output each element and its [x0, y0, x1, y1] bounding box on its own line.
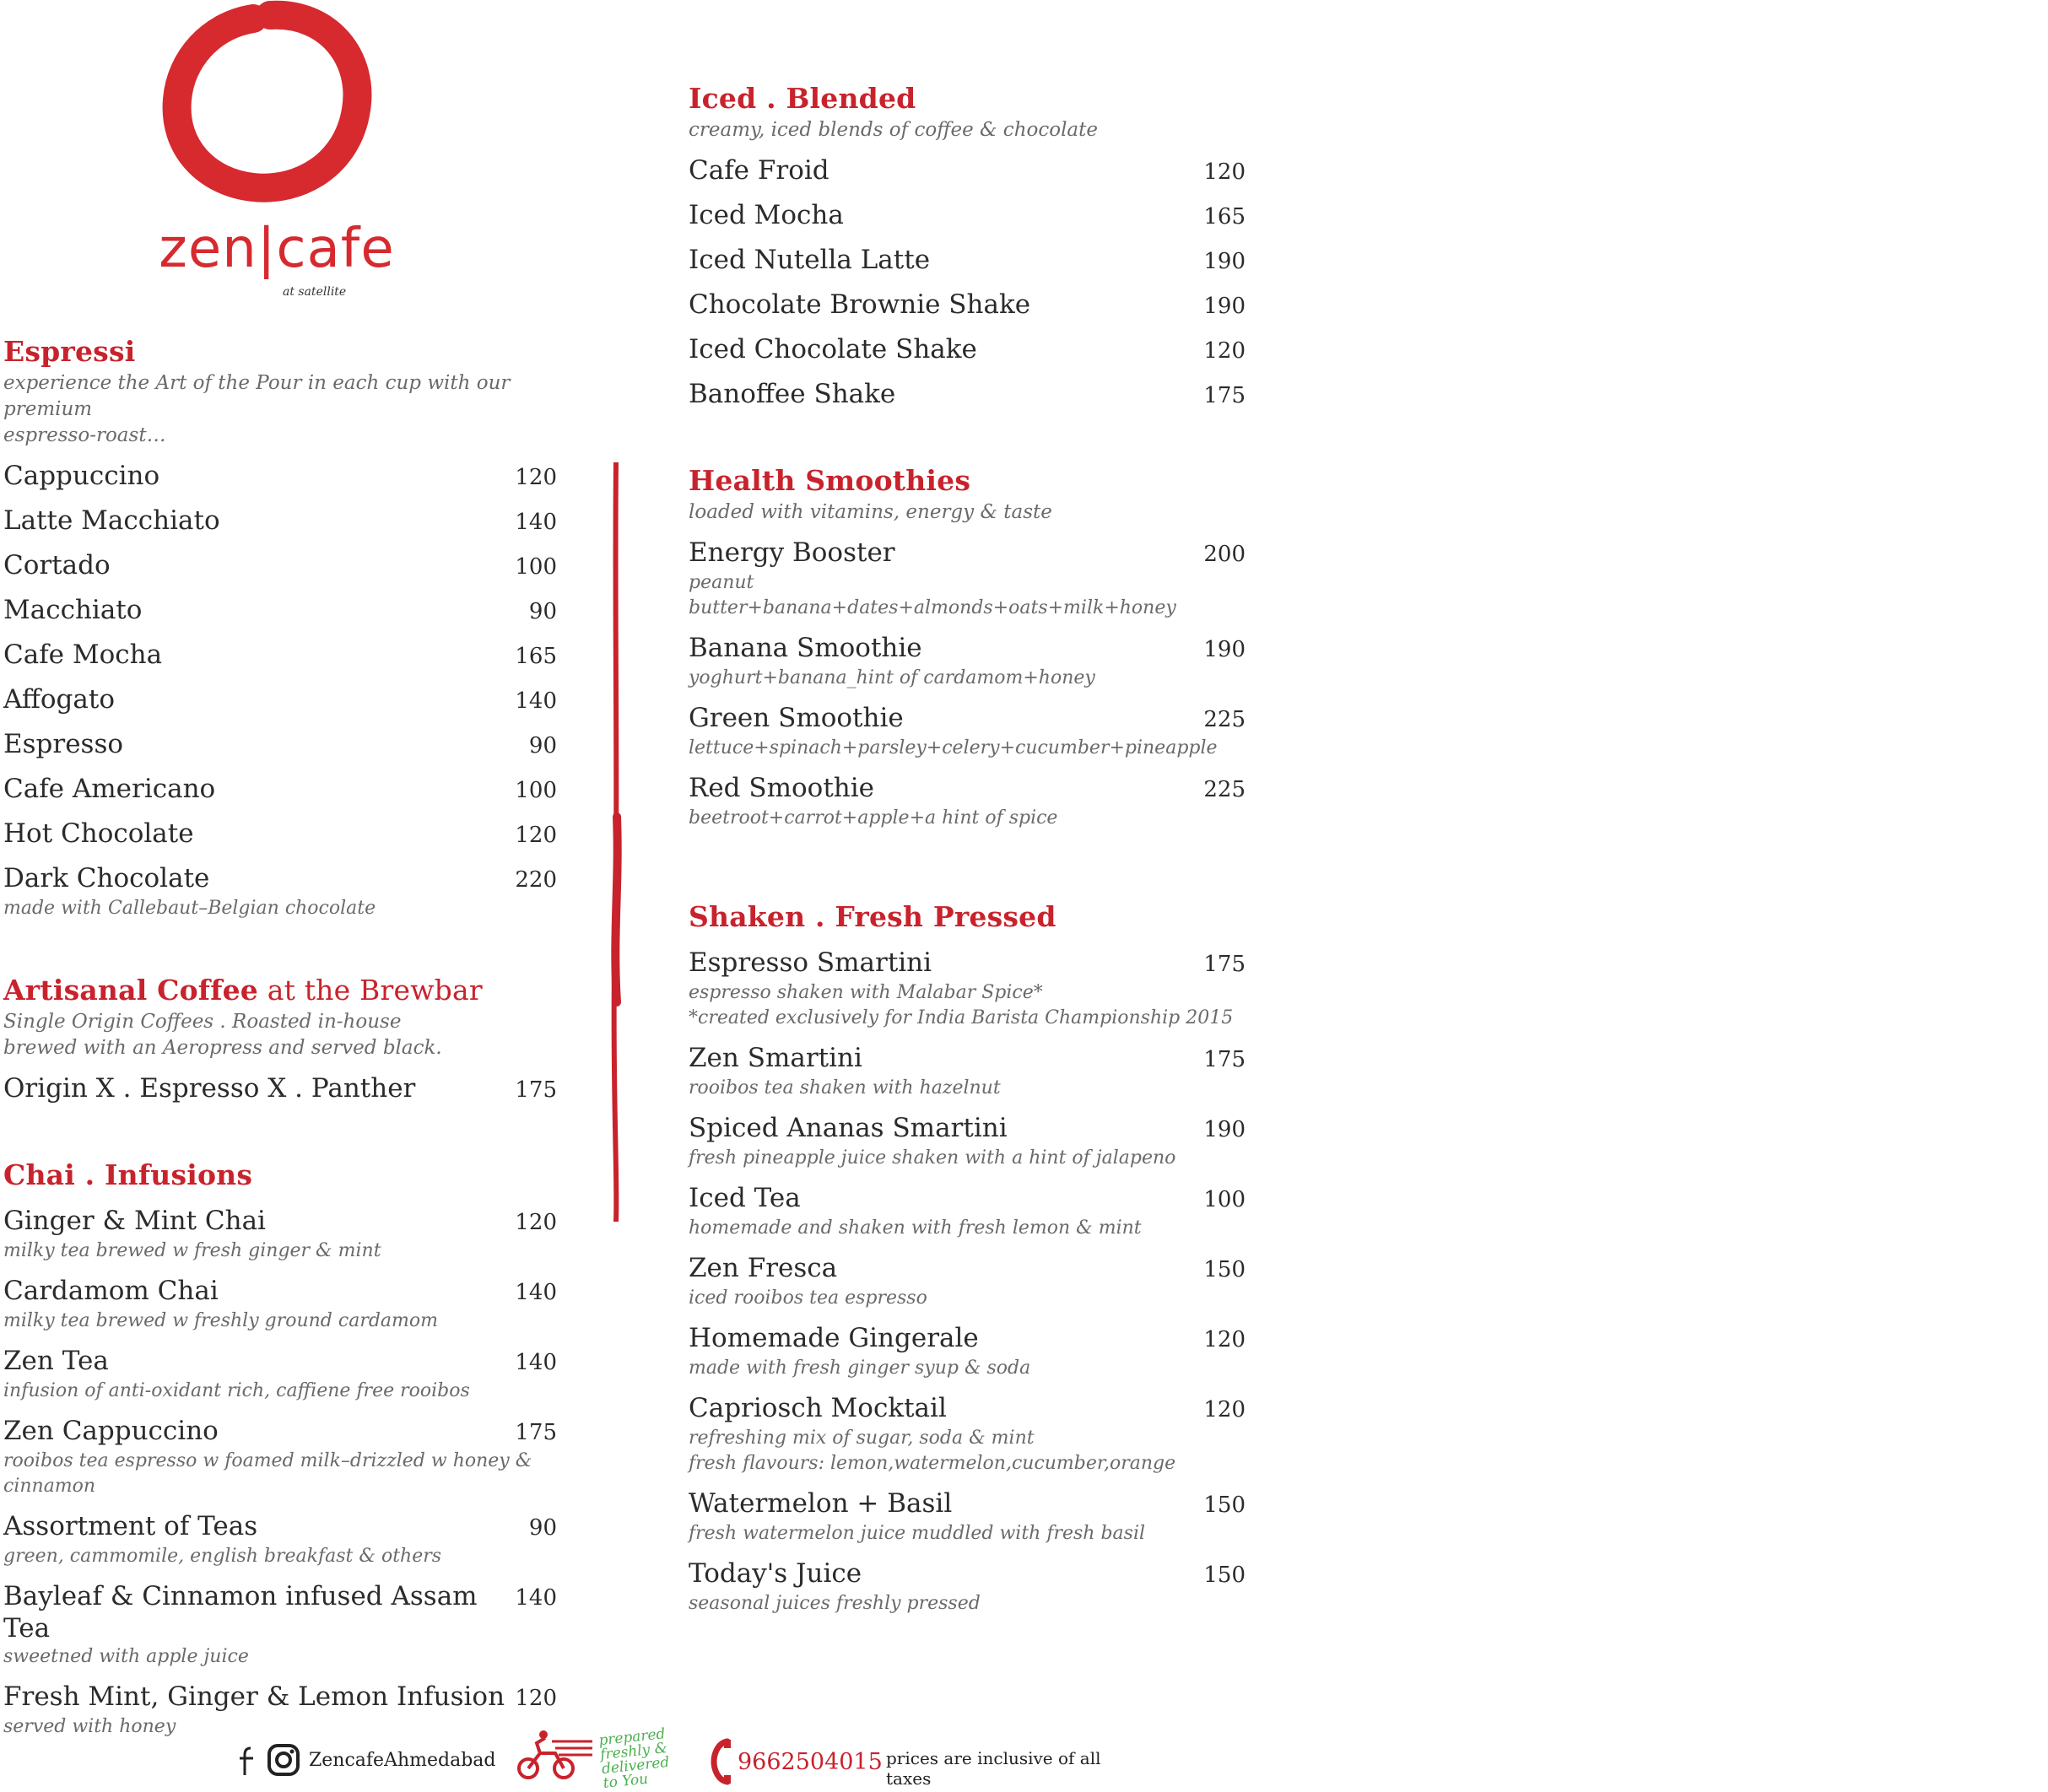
item-price: 120 — [515, 465, 557, 490]
menu-item — [3, 1275, 557, 1334]
menu-item — [689, 1112, 1246, 1171]
item-description: milky tea brewed w fresh ginger & mint — [3, 1240, 381, 1261]
section-title: Chai . Infusions — [3, 1158, 253, 1191]
social-handle[interactable]: ZencafeAhmedabad — [309, 1749, 496, 1771]
menu-section — [689, 462, 1246, 831]
menu-item — [3, 1205, 557, 1264]
item-price: 220 — [515, 867, 557, 893]
item-price: 175 — [515, 1077, 557, 1103]
menu-item — [689, 632, 1246, 691]
item-name: Zen Smartini — [689, 1043, 862, 1073]
item-price: 150 — [1203, 1257, 1246, 1282]
menu-item — [689, 289, 1246, 322]
item-price: 150 — [1203, 1492, 1246, 1518]
delivery-scooter-icon — [511, 1728, 596, 1782]
item-name: Zen Fresca — [689, 1253, 838, 1283]
item-name: Watermelon + Basil — [689, 1488, 953, 1519]
menu-item — [3, 1415, 557, 1499]
item-name: Cafe Froid — [689, 155, 829, 186]
taxes-note: prices are inclusive of all taxes — [886, 1748, 1101, 1789]
item-description: fresh flavours: lemon,watermelon,cucumber,orange — [689, 1453, 1176, 1474]
item-description: rooibos tea espresso w foamed milk–drizzled w honey & cinnamon — [3, 1450, 532, 1497]
menu-item — [689, 537, 1246, 621]
menu-item — [3, 1580, 557, 1670]
item-price: 175 — [1203, 1047, 1246, 1072]
section-subtitle: creamy, iced blends of coffee & chocolate — [689, 119, 1098, 141]
menu-item — [689, 1557, 1246, 1617]
item-price: 100 — [515, 554, 557, 580]
item-price: 120 — [1203, 1397, 1246, 1422]
phone-number[interactable]: 9662504015 — [738, 1748, 883, 1775]
phone-contact[interactable] — [711, 1738, 883, 1785]
item-name: Fresh Mint, Ginger & Lemon Infusion — [3, 1681, 505, 1712]
item-price: 165 — [1203, 204, 1246, 229]
section-title: Shaken . Fresh Pressed — [689, 900, 1056, 933]
menu-item — [689, 333, 1246, 367]
section-title: Espressi — [3, 335, 136, 368]
item-name: Cafe Americano — [3, 774, 216, 804]
item-description: iced rooibos tea espresso — [689, 1287, 927, 1309]
menu-item — [689, 1252, 1246, 1311]
facebook-icon[interactable] — [236, 1743, 258, 1777]
item-description: homemade and shaken with fresh lemon & mint — [689, 1217, 1142, 1239]
item-price: 175 — [1203, 383, 1246, 408]
social-links — [236, 1743, 496, 1777]
section-title: Iced . Blended — [689, 82, 916, 115]
item-price: 120 — [515, 1686, 557, 1711]
item-description: refreshing mix of sugar, soda & mint — [689, 1428, 1035, 1449]
menu-item — [689, 1182, 1246, 1241]
item-description: milky tea brewed w freshly ground cardamom — [3, 1310, 439, 1331]
phone-icon — [711, 1738, 732, 1785]
item-description: *created exclusively for India Barista Championship 2015 — [689, 1007, 1234, 1028]
menu-item — [3, 1510, 557, 1569]
section-subtitle: brewed with an Aeropress and served black. — [3, 1037, 442, 1059]
menu-item — [3, 728, 557, 762]
item-description: fresh watermelon juice muddled with fresh basil — [689, 1523, 1146, 1544]
item-description: infusion of anti-oxidant rich, caffiene free rooibos — [3, 1380, 470, 1401]
item-name: Today's Juice — [689, 1558, 862, 1589]
item-name: Capriosch Mocktail — [689, 1393, 947, 1423]
item-description: seasonal juices freshly pressed — [689, 1593, 981, 1614]
item-name: Iced Nutella Latte — [689, 245, 931, 275]
item-name: Spiced Ananas Smartini — [689, 1113, 1008, 1143]
section-title: Health Smoothies — [689, 464, 971, 497]
item-name: Banana Smoothie — [689, 633, 922, 663]
section-subtitle: loaded with vitamins, energy & taste — [689, 501, 1052, 523]
item-description: rooibos tea shaken with hazelnut — [689, 1077, 1001, 1098]
item-name: Zen Tea — [3, 1346, 109, 1376]
item-name: Dark Chocolate — [3, 863, 210, 893]
item-price: 190 — [1203, 1117, 1246, 1142]
item-name: Iced Mocha — [689, 200, 844, 230]
menu-section — [3, 972, 557, 1106]
brand-subtitle: at satellite — [283, 285, 347, 299]
item-price: 90 — [528, 599, 557, 624]
section-subtitle: experience the Art of the Pour in each cup with our premium — [3, 372, 511, 420]
item-name: Iced Chocolate Shake — [689, 334, 977, 364]
menu-column-right — [689, 80, 1246, 1617]
brush-divider — [609, 462, 623, 1222]
menu-item — [3, 818, 557, 851]
menu-item — [689, 1392, 1246, 1476]
item-description: lettuce+spinach+parsley+celery+cucumber+pineapple — [689, 737, 1218, 758]
item-name: Red Smoothie — [689, 773, 875, 803]
menu-column-left — [3, 333, 557, 1740]
item-price: 225 — [1203, 707, 1246, 732]
item-price: 150 — [1203, 1563, 1246, 1588]
item-name: Green Smoothie — [689, 703, 904, 733]
item-price: 90 — [528, 733, 557, 758]
item-name: Ginger & Mint Chai — [3, 1206, 266, 1236]
item-name: Assortment of Teas — [3, 1511, 258, 1541]
item-description: served with honey — [3, 1716, 176, 1737]
item-name: Bayleaf & Cinnamon infused Assam Tea — [3, 1581, 478, 1644]
item-description: green, cammomile, english breakfast & others — [3, 1546, 442, 1567]
section-subtitle: Single Origin Coffees . Roasted in-house — [3, 1011, 402, 1033]
item-price: 140 — [515, 510, 557, 535]
menu-item — [3, 862, 557, 921]
menu-item — [689, 1042, 1246, 1101]
section-title: Artisanal Coffee at the Brewbar — [3, 974, 483, 1007]
menu-section — [3, 1157, 557, 1740]
footer — [236, 1725, 1131, 1792]
item-name: Origin X . Espresso X . Panther — [3, 1073, 416, 1104]
menu-item — [3, 639, 557, 672]
item-price: 200 — [1203, 542, 1246, 567]
item-description: espresso shaken with Malabar Spice* — [689, 982, 1043, 1003]
item-price: 90 — [528, 1515, 557, 1541]
item-price: 190 — [1203, 294, 1246, 319]
menu-item — [3, 773, 557, 807]
menu-item — [3, 460, 557, 494]
menu-item — [689, 378, 1246, 412]
item-name: Cafe Mocha — [3, 640, 163, 670]
delivery-tagline: prepared freshly & delivered to You — [597, 1725, 671, 1792]
item-name: Espresso Smartini — [689, 947, 932, 978]
item-price: 140 — [515, 1585, 557, 1611]
menu-section — [689, 80, 1246, 412]
item-description: yoghurt+banana_hint of cardamom+honey — [689, 667, 1095, 688]
menu-item — [3, 1072, 557, 1106]
section-subtitle: espresso-roast… — [3, 424, 166, 446]
item-price: 190 — [1203, 637, 1246, 662]
item-price: 140 — [515, 688, 557, 714]
item-price: 100 — [515, 778, 557, 803]
instagram-icon[interactable] — [267, 1743, 300, 1777]
menu-item — [689, 154, 1246, 188]
item-name: Iced Tea — [689, 1183, 801, 1213]
item-name: Espresso — [3, 729, 124, 759]
item-name: Affogato — [3, 684, 115, 715]
item-description: made with Callebaut–Belgian chocolate — [3, 898, 376, 919]
item-price: 140 — [515, 1350, 557, 1375]
item-price: 120 — [1203, 338, 1246, 364]
menu-item — [689, 244, 1246, 278]
item-name: Zen Cappuccino — [3, 1416, 219, 1446]
item-name: Hot Chocolate — [3, 818, 194, 849]
item-price: 140 — [515, 1280, 557, 1305]
item-price: 120 — [515, 1210, 557, 1235]
menu-item — [3, 594, 557, 628]
item-price: 175 — [515, 1420, 557, 1445]
item-name: Macchiato — [3, 595, 143, 625]
section-title-suffix: at the Brewbar — [258, 974, 483, 1007]
zen-cafe-logo — [127, 0, 413, 304]
item-price: 120 — [515, 823, 557, 848]
item-price: 100 — [1203, 1187, 1246, 1212]
item-name: Latte Macchiato — [3, 505, 220, 536]
menu-item — [3, 1345, 557, 1404]
item-name: Energy Booster — [689, 537, 895, 568]
menu-item — [3, 505, 557, 538]
item-price: 175 — [1203, 952, 1246, 977]
item-description: fresh pineapple juice shaken with a hint of jalapeno — [689, 1147, 1176, 1169]
menu-item — [3, 549, 557, 583]
item-price: 190 — [1203, 249, 1246, 274]
menu-item — [689, 199, 1246, 233]
item-price: 225 — [1203, 777, 1246, 802]
menu-section — [3, 333, 557, 921]
item-price: 120 — [1203, 1327, 1246, 1352]
item-name: Cappuccino — [3, 461, 160, 491]
item-price: 120 — [1203, 159, 1246, 185]
menu-item — [689, 772, 1246, 831]
menu-item — [689, 1487, 1246, 1546]
item-description: beetroot+carrot+apple+a hint of spice — [689, 807, 1058, 829]
item-name: Chocolate Brownie Shake — [689, 289, 1031, 320]
item-description: made with fresh ginger syup & soda — [689, 1357, 1031, 1379]
item-name: Homemade Gingerale — [689, 1323, 979, 1353]
item-description: peanut butter+banana+dates+almonds+oats+milk+honey — [689, 572, 1176, 618]
item-price: 165 — [515, 644, 557, 669]
item-description: sweetned with apple juice — [3, 1646, 249, 1667]
menu-item — [689, 1322, 1246, 1381]
item-name: Banoffee Shake — [689, 379, 896, 409]
brand-wordmark: zen|cafe — [159, 218, 395, 280]
item-name: Cortado — [3, 550, 111, 580]
item-name: Cardamom Chai — [3, 1276, 219, 1306]
enso-circle-icon — [127, 0, 413, 219]
menu-item — [3, 683, 557, 717]
menu-item — [689, 702, 1246, 761]
menu-item — [689, 947, 1246, 1031]
menu-section — [689, 899, 1246, 1617]
